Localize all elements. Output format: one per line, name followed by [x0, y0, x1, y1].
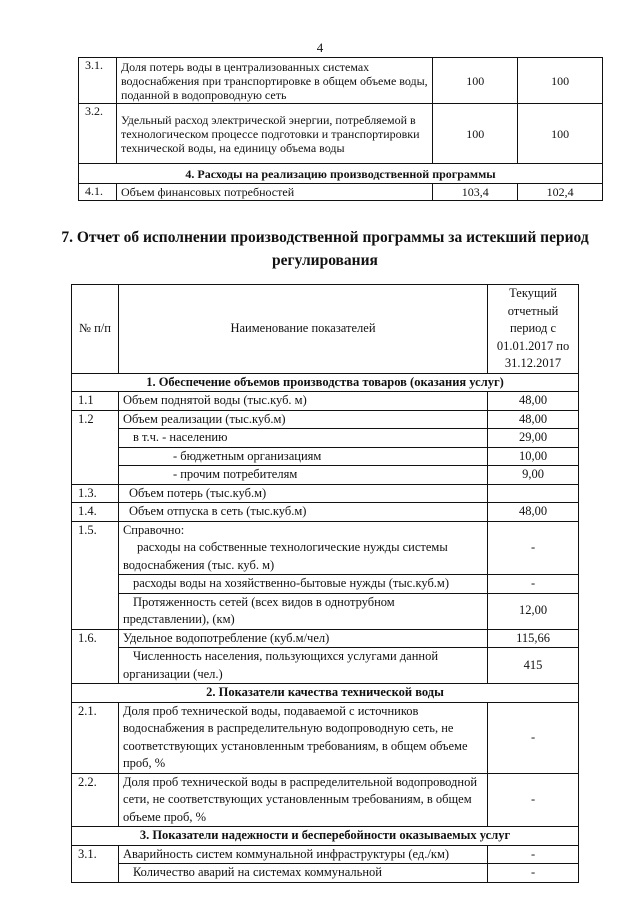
table-row	[72, 864, 579, 883]
indicator-value: 115,66	[488, 629, 579, 648]
indicator-name: Удельный расход электрической энергии, потребляемой в технологическом процессе подготовки и транспортировки технической воды, на единицу объема воды	[116, 104, 432, 164]
table-row	[72, 392, 579, 411]
column-header-name: Наименование показателей	[118, 285, 487, 374]
table-row	[72, 521, 579, 575]
section-title: 2. Показатели качества технической воды	[72, 684, 579, 703]
indicator-value: 48,00	[488, 392, 579, 411]
indicator-value: 100	[433, 104, 518, 164]
indicator-value: 103,4	[433, 184, 518, 201]
indicator-value: 10,00	[488, 447, 579, 466]
table-row	[72, 484, 579, 503]
indicator-name: Аварийность систем коммунальной инфраструктуры (ед./км)	[118, 845, 487, 864]
table-row	[79, 184, 603, 201]
indicator-name: Объем финансовых потребностей	[116, 184, 432, 201]
table-row	[72, 702, 579, 773]
indicator-name: Количество аварий на системах коммунальной	[118, 864, 487, 883]
indicator-value: 102,4	[518, 184, 603, 201]
table-row	[79, 58, 603, 104]
column-header-period: Текущий отчетный период с 01.01.2017 по 31.12.2017	[488, 285, 579, 374]
table-row	[72, 629, 579, 648]
indicator-name: Объем реализации (тыс.куб.м)	[118, 410, 487, 429]
table-row	[72, 845, 579, 864]
indicator-value: -	[488, 773, 579, 827]
table-row	[72, 648, 579, 684]
indicator-name: - бюджетным организациям	[118, 447, 487, 466]
indicator-value: 100	[518, 104, 603, 164]
section-row	[79, 164, 603, 184]
section-heading: 7. Отчет об исполнении производственной программы за истекший период регулирования	[61, 229, 589, 269]
section-title: 3. Показатели надежности и бесперебойности оказываемых услуг	[72, 827, 579, 846]
previous-indicators-table	[78, 57, 603, 201]
row-number: 3.1.	[79, 58, 117, 104]
indicator-value	[488, 484, 579, 503]
indicator-name: Доля проб технической воды, подаваемой с источников водоснабжения в распределительную водопроводную сеть, не соответствующих установленным требованиям, в общем объеме проб, %	[118, 702, 487, 773]
column-header-number: № п/п	[72, 285, 119, 374]
page-number: 4	[316, 40, 324, 55]
indicator-value: -	[488, 845, 579, 864]
table-row	[72, 575, 579, 594]
indicator-value: 12,00	[488, 593, 579, 629]
indicator-text: расходы на собственные технологические нужды системы водоснабжения (тыс. куб. м)	[122, 540, 448, 572]
section-title: 4. Расходы на реализацию производственной программы	[79, 164, 603, 184]
table-row	[72, 773, 579, 827]
report-table	[71, 284, 579, 883]
indicator-value: 48,00	[488, 503, 579, 522]
row-number: 3.1.	[72, 845, 119, 882]
row-number: 1.3.	[72, 484, 119, 503]
indicator-value: 48,00	[488, 410, 579, 429]
table-row	[79, 104, 603, 164]
indicator-name: в т.ч. - населению	[118, 429, 487, 448]
indicator-name: расходы воды на хозяйственно-бытовые нужды (тыс.куб.м)	[118, 575, 487, 594]
section-row	[72, 827, 579, 846]
table-row	[72, 466, 579, 485]
row-number: 3.2.	[79, 104, 117, 164]
indicator-value: 29,00	[488, 429, 579, 448]
row-number: 4.1.	[79, 184, 117, 201]
table-row	[72, 593, 579, 629]
indicator-name: Численность населения, пользующихся услугами данной организации (чел.)	[118, 648, 487, 684]
row-number: 1.6.	[72, 629, 119, 684]
table-row	[72, 410, 579, 429]
section-row	[72, 373, 579, 392]
reference-label: Справочно:	[122, 522, 185, 537]
row-number: 1.5.	[72, 521, 119, 629]
row-number: 1.1	[72, 392, 119, 411]
indicator-value: 100	[433, 58, 518, 104]
indicator-name: Объем отпуска в сеть (тыс.куб.м)	[118, 503, 487, 522]
indicator-name: Доля проб технической воды в распределительной водопроводной сети, не соответствующих установленным требованиям, в общем объеме проб, %	[118, 773, 487, 827]
indicator-name: Доля потерь воды в централизованных системах водоснабжения при транспортировке в общем объеме воды, поданной в водопроводную сеть	[116, 58, 432, 104]
indicator-value: 100	[518, 58, 603, 104]
header-row	[72, 285, 579, 374]
indicator-value: -	[488, 575, 579, 594]
indicator-name: - прочим потребителям	[118, 466, 487, 485]
table-row	[72, 503, 579, 522]
indicator-name: Протяженность сетей (всех видов в однотрубном представлении), (км)	[118, 593, 487, 629]
indicator-name: Объем поднятой воды (тыс.куб. м)	[118, 392, 487, 411]
indicator-value: -	[488, 702, 579, 773]
table-row	[72, 447, 579, 466]
row-number: 2.2.	[72, 773, 119, 827]
row-number: 2.1.	[72, 702, 119, 773]
indicator-value: 9,00	[488, 466, 579, 485]
indicator-name: Объем потерь (тыс.куб.м)	[118, 484, 487, 503]
table-row	[72, 429, 579, 448]
section-row	[72, 684, 579, 703]
row-number: 1.2	[72, 410, 119, 484]
section-title: 1. Обеспечение объемов производства товаров (оказания услуг)	[72, 373, 579, 392]
row-number: 1.4.	[72, 503, 119, 522]
indicator-value: -	[488, 864, 579, 883]
indicator-name	[118, 521, 487, 575]
indicator-name: Удельное водопотребление (куб.м/чел)	[118, 629, 487, 648]
indicator-value: -	[488, 521, 579, 575]
indicator-value: 415	[488, 648, 579, 684]
